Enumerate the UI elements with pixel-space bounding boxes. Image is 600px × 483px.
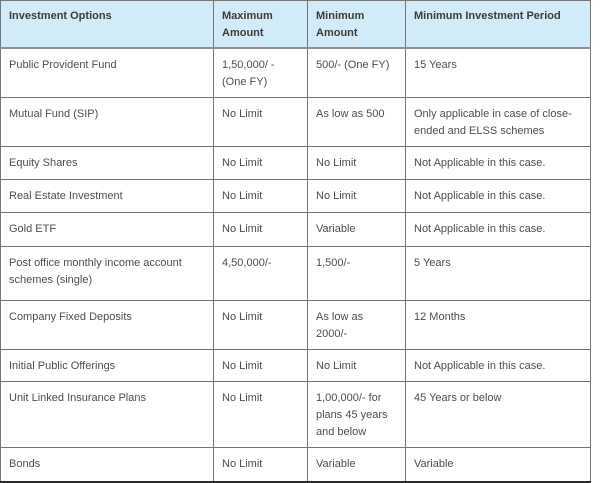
table-cell: Not Applicable in this case. [406,147,591,180]
column-header-maximum-amount: Maximum Amount [214,1,308,49]
table-cell: Bonds [1,448,214,482]
table-cell: Real Estate Investment [1,180,214,213]
table-cell: Not Applicable in this case. [406,350,591,382]
header-row [1,1,591,49]
table-row [1,448,591,482]
table-cell: No Limit [308,147,406,180]
table-row [1,350,591,382]
table-cell: No Limit [214,301,308,350]
table-row [1,213,591,247]
table-cell: No Limit [214,147,308,180]
table-cell: Not Applicable in this case. [406,180,591,213]
table-cell: Variable [406,448,591,482]
table-header [1,1,591,49]
table-cell: 1,00,000/- for plans 45 years and below [308,382,406,448]
table-cell: 15 Years [406,48,591,98]
table-cell: Mutual Fund (SIP) [1,98,214,147]
table-cell: Equity Shares [1,147,214,180]
table-cell: Public Provident Fund [1,48,214,98]
table-cell: No Limit [214,180,308,213]
table-row [1,301,591,350]
table-cell: 45 Years or below [406,382,591,448]
table-row [1,247,591,301]
table-row [1,48,591,98]
column-header-minimum-amount: Minimum Amount [308,1,406,49]
table-cell: Variable [308,448,406,482]
table-cell: Post office monthly income account schemes (single) [1,247,214,301]
table-cell: No Limit [214,382,308,448]
table-cell: No Limit [214,448,308,482]
table-cell: 1,50,000/ - (One FY) [214,48,308,98]
table-cell: As low as 2000/- [308,301,406,350]
table-row [1,147,591,180]
table-cell: 5 Years [406,247,591,301]
table-cell: As low as 500 [308,98,406,147]
table-cell: Unit Linked Insurance Plans [1,382,214,448]
table-cell: Initial Public Offerings [1,350,214,382]
table-cell: Not Applicable in this case. [406,213,591,247]
table-cell: No Limit [214,350,308,382]
table-cell: 4,50,000/- [214,247,308,301]
table-cell: No Limit [308,180,406,213]
table-row [1,98,591,147]
table-cell: Only applicable in case of close-ended and ELSS schemes [406,98,591,147]
table-cell: No Limit [214,98,308,147]
table-cell: 500/- (One FY) [308,48,406,98]
table-cell: Variable [308,213,406,247]
table-cell: Gold ETF [1,213,214,247]
column-header-investment-options: Investment Options [1,1,214,49]
table-cell: 12 Months [406,301,591,350]
table-cell: 1,500/- [308,247,406,301]
table-body [1,48,591,482]
table-row [1,180,591,213]
column-header-minimum-investment-period: Minimum Investment Period [406,1,591,49]
table-row [1,382,591,448]
table-cell: No Limit [214,213,308,247]
table-cell: Company Fixed Deposits [1,301,214,350]
table-cell: No Limit [308,350,406,382]
